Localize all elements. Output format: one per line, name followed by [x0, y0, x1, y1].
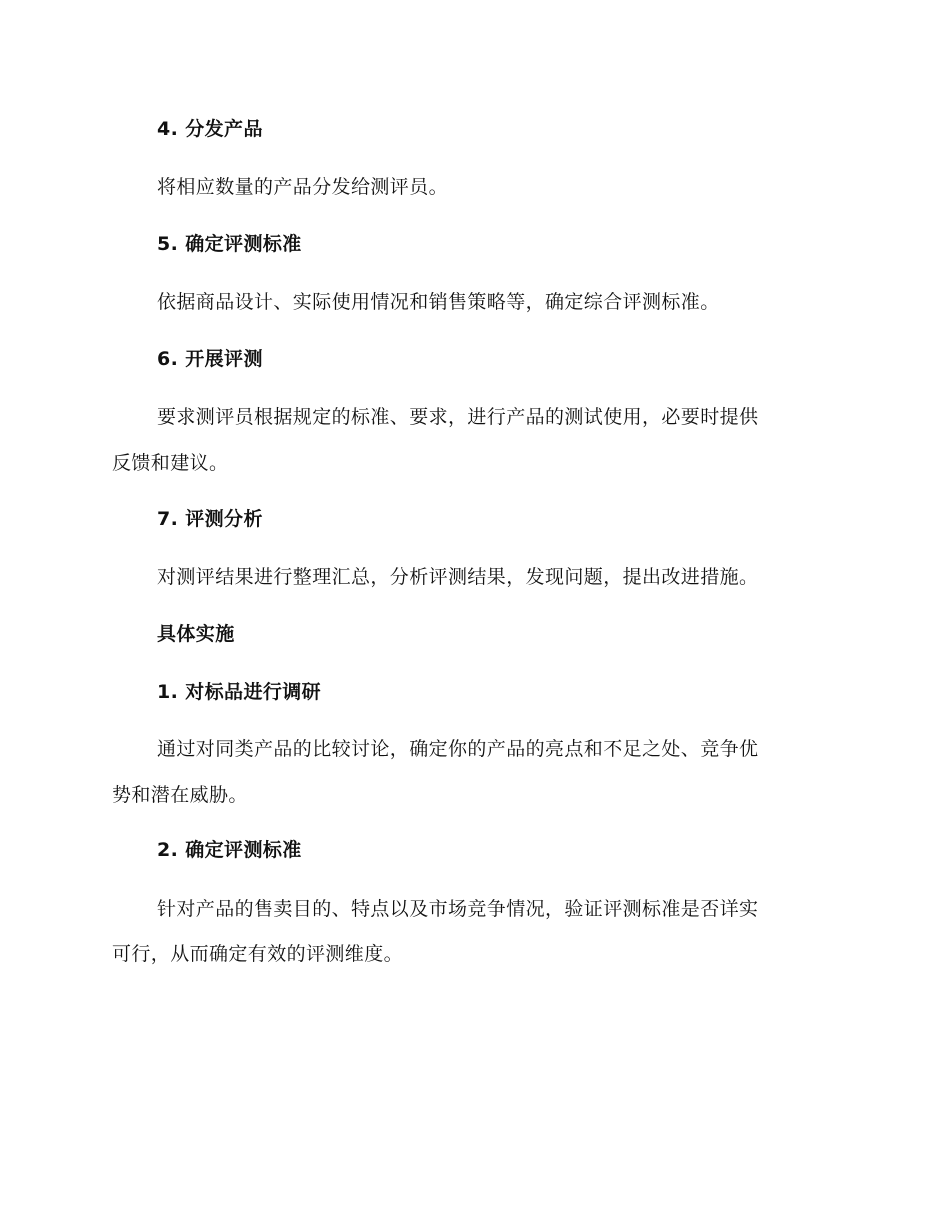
paragraph-benchmark-research-line-2: 势和潜在威胁。	[112, 784, 248, 806]
heading-benchmark-research: 1. 对标品进行调研	[157, 681, 322, 703]
paragraph-define-criteria-2-line-1: 针对产品的售卖目的、特点以及市场竞争情况，验证评测标准是否详实	[157, 898, 759, 920]
paragraph-distribute-product: 将相应数量的产品分发给测评员。	[157, 176, 449, 198]
heading-distribute-product: 4. 分发产品	[157, 118, 263, 140]
section-heading-implementation: 具体实施	[157, 623, 235, 645]
heading-define-criteria: 5. 确定评测标准	[157, 233, 302, 255]
paragraph-define-criteria-2-line-2: 可行，从而确定有效的评测维度。	[112, 943, 404, 965]
paragraph-conduct-evaluation-line-2: 反馈和建议。	[112, 452, 229, 474]
paragraph-evaluation-analysis: 对测评结果进行整理汇总，分析评测结果，发现问题，提出改进措施。	[157, 566, 759, 588]
heading-define-criteria-2: 2. 确定评测标准	[157, 839, 302, 861]
paragraph-define-criteria: 依据商品设计、实际使用情况和销售策略等，确定综合评测标准。	[157, 291, 720, 313]
paragraph-benchmark-research-line-1: 通过对同类产品的比较讨论，确定你的产品的亮点和不足之处、竞争优	[157, 738, 759, 760]
paragraph-conduct-evaluation-line-1: 要求测评员根据规定的标准、要求，进行产品的测试使用，必要时提供	[157, 406, 759, 428]
heading-conduct-evaluation: 6. 开展评测	[157, 348, 263, 370]
heading-evaluation-analysis: 7. 评测分析	[157, 508, 263, 530]
